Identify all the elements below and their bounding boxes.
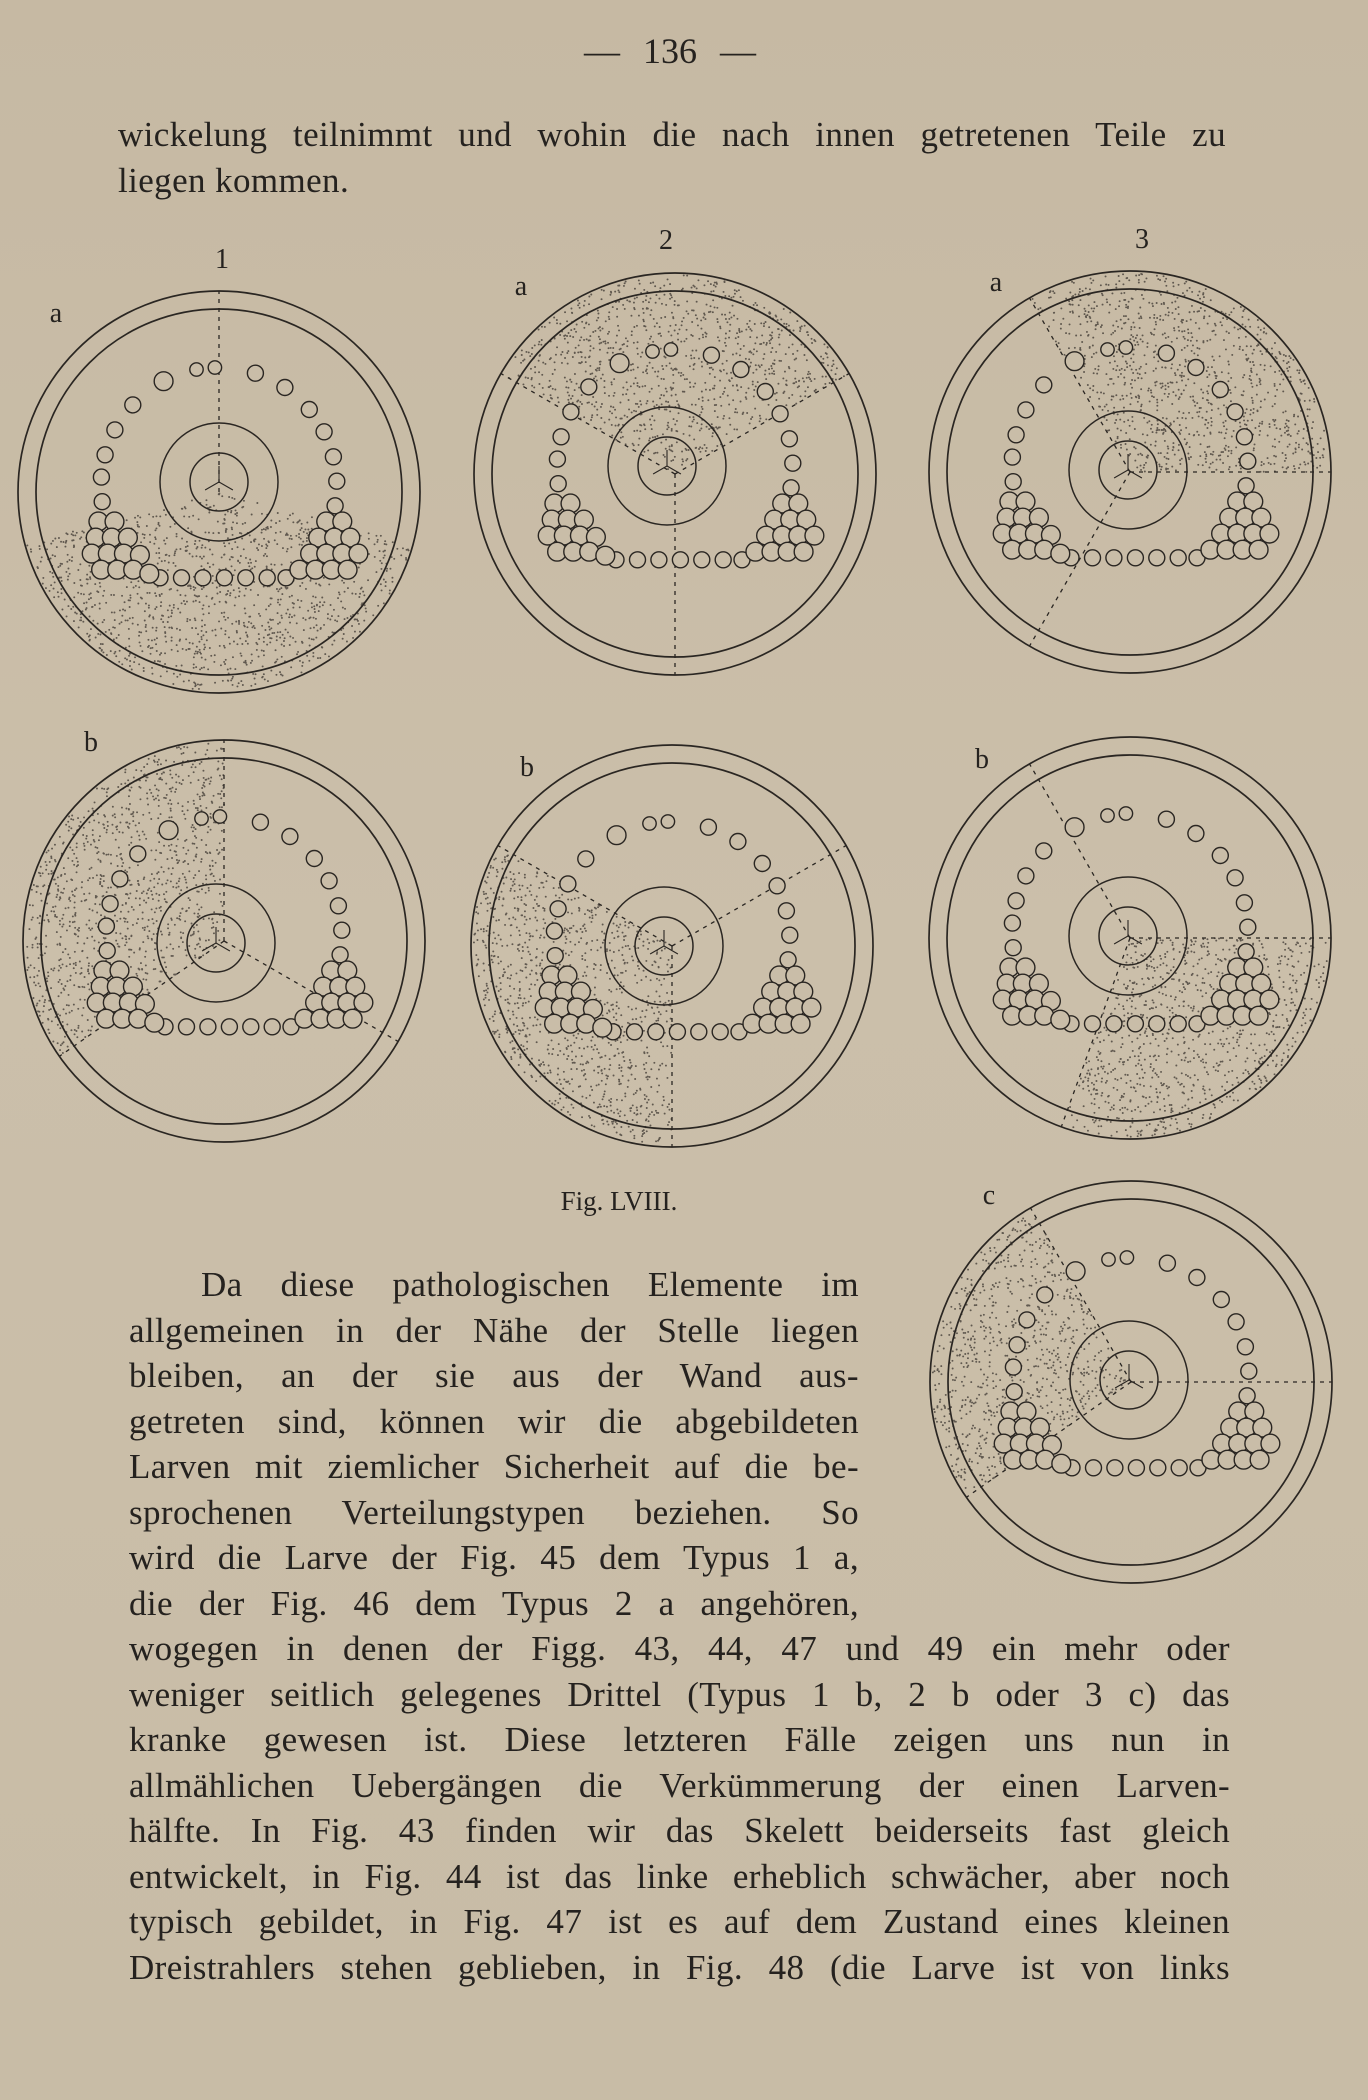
mesenchyme-cell bbox=[754, 856, 770, 872]
mesenchyme-cell bbox=[578, 851, 594, 867]
mesenchyme-cell bbox=[154, 372, 173, 391]
mesenchyme-cell bbox=[1237, 1339, 1253, 1355]
mesenchyme-cell bbox=[610, 354, 629, 373]
mesenchyme-cell bbox=[757, 384, 773, 400]
text-line: getreten sind, können wir die abgebildeten bbox=[129, 1401, 859, 1441]
mesenchyme-cell bbox=[325, 449, 341, 465]
mesenchyme-cell bbox=[791, 1014, 810, 1033]
mesenchyme-cell bbox=[1051, 544, 1070, 563]
mesenchyme-cell bbox=[1051, 1010, 1070, 1029]
mesenchyme-cell bbox=[1212, 848, 1228, 864]
mesenchyme-cell bbox=[805, 526, 824, 545]
panel-label-2a: a bbox=[514, 271, 528, 302]
mesenchyme-cell bbox=[712, 1024, 728, 1040]
mesenchyme-cell bbox=[1188, 360, 1204, 376]
mesenchyme-cell bbox=[691, 1024, 707, 1040]
mesenchyme-cell bbox=[1018, 868, 1034, 884]
text-line: wogegen in denen der Figg. 43, 44, 47 und 49 ein mehr oder bbox=[129, 1629, 1230, 1668]
mesenchyme-cell bbox=[1101, 809, 1114, 822]
mesenchyme-cell bbox=[1241, 1363, 1257, 1379]
mesenchyme-cell bbox=[700, 819, 716, 835]
mesenchyme-cell bbox=[1227, 870, 1243, 886]
mesenchyme-cell bbox=[1236, 429, 1252, 445]
mesenchyme-cell bbox=[607, 826, 626, 845]
mesenchyme-cell bbox=[593, 1018, 612, 1037]
text-line: die der Fig. 46 dem Typus 2 a angehören, bbox=[129, 1583, 859, 1623]
mesenchyme-cell bbox=[563, 404, 579, 420]
mesenchyme-cell bbox=[1004, 915, 1020, 931]
mesenchyme-cell bbox=[1236, 895, 1252, 911]
mesenchyme-cell bbox=[306, 851, 322, 867]
mesenchyme-cell bbox=[549, 451, 565, 467]
mesenchyme-cell bbox=[1005, 940, 1021, 956]
mesenchyme-cell bbox=[349, 544, 368, 563]
mesenchyme-cell bbox=[159, 821, 178, 840]
text-line: liegen kommen. bbox=[118, 160, 350, 200]
mesenchyme-cell bbox=[102, 896, 118, 912]
text-line: kranke gewesen ist. Diese letzteren Fälle zeigen uns nun in bbox=[129, 1720, 1230, 1759]
triradiate-mark bbox=[216, 943, 230, 951]
mesenchyme-cell bbox=[769, 878, 785, 894]
mesenchyme-cell bbox=[1106, 1016, 1122, 1032]
mesenchyme-cell bbox=[93, 469, 109, 485]
mesenchyme-cell bbox=[1260, 990, 1279, 1009]
mesenchyme-cell bbox=[802, 998, 821, 1017]
figure-caption: Fig. LVIII. bbox=[560, 1186, 678, 1216]
mesenchyme-cell bbox=[648, 1024, 664, 1040]
mesenchyme-cell bbox=[327, 498, 343, 514]
mesenchyme-cell bbox=[216, 570, 232, 586]
mesenchyme-cell bbox=[1249, 540, 1268, 559]
mesenchyme-cell bbox=[547, 948, 563, 964]
triradiate-mark bbox=[664, 946, 678, 954]
mesenchyme-cell bbox=[264, 1019, 280, 1035]
text-line: weniger seitlich gelegenes Drittel (Typus 1 b, 2 b oder 3 c) das bbox=[129, 1674, 1230, 1714]
mesenchyme-cell bbox=[781, 431, 797, 447]
text-line: sprochenen Verteilungstypen beziehen. So bbox=[129, 1492, 859, 1532]
triradiate-mark bbox=[219, 482, 233, 490]
triradiate-mark bbox=[205, 482, 219, 490]
figure-panel-3a bbox=[929, 271, 1331, 673]
mesenchyme-cell bbox=[546, 923, 562, 939]
mesenchyme-cell bbox=[112, 871, 128, 887]
triradiate-mark bbox=[202, 943, 216, 951]
text-line: wird die Larve der Fig. 45 dem Typus 1 a, bbox=[129, 1538, 859, 1577]
mesenchyme-cell bbox=[195, 570, 211, 586]
mesenchyme-cell bbox=[1228, 1314, 1244, 1330]
mesenchyme-cell bbox=[1127, 550, 1143, 566]
mesenchyme-cell bbox=[1036, 843, 1052, 859]
panel-label-1a: a bbox=[49, 298, 63, 329]
triradiate-mark bbox=[1114, 936, 1128, 944]
triradiate-mark bbox=[1128, 936, 1142, 944]
mesenchyme-cell bbox=[1238, 478, 1254, 494]
mesenchyme-cell bbox=[330, 898, 346, 914]
mesenchyme-cell bbox=[332, 947, 348, 963]
mesenchyme-cell bbox=[643, 817, 656, 830]
mesenchyme-cell bbox=[334, 922, 350, 938]
mesenchyme-cell bbox=[243, 1019, 259, 1035]
mesenchyme-cell bbox=[301, 402, 317, 418]
mesenchyme-cell bbox=[560, 876, 576, 892]
mesenchyme-cell bbox=[259, 570, 275, 586]
mesenchyme-cell bbox=[772, 406, 788, 422]
continuation-text bbox=[118, 112, 1226, 203]
paragraph bbox=[129, 1262, 1230, 1990]
mesenchyme-cell bbox=[125, 397, 141, 413]
mesenchyme-cell bbox=[174, 570, 190, 586]
mesenchyme-cell bbox=[1158, 811, 1174, 827]
column-label-2: 2 bbox=[659, 225, 673, 256]
mesenchyme-cell bbox=[1188, 826, 1204, 842]
mesenchyme-cell bbox=[669, 1024, 685, 1040]
text-line: entwickelt, in Fig. 44 ist das linke erheblich schwächer, aber noch bbox=[129, 1856, 1230, 1896]
mesenchyme-cell bbox=[343, 1009, 362, 1028]
mesenchyme-cell bbox=[672, 552, 688, 568]
mesenchyme-cell bbox=[277, 380, 293, 396]
triradiate-mark bbox=[653, 466, 667, 474]
mesenchyme-cell bbox=[1036, 377, 1052, 393]
text-line: bleiben, an der sie aus der Wand aus- bbox=[129, 1356, 859, 1395]
mesenchyme-cell bbox=[1260, 524, 1279, 543]
mesenchyme-cell bbox=[1005, 474, 1021, 490]
mesenchyme-cell bbox=[646, 345, 659, 358]
mesenchyme-cell bbox=[1240, 453, 1256, 469]
text-line: hälfte. In Fig. 43 finden wir das Skelett beiderseits fast gleich bbox=[129, 1811, 1230, 1850]
panel-label-3b: b bbox=[975, 744, 989, 775]
mesenchyme-cell bbox=[1227, 404, 1243, 420]
mesenchyme-cell bbox=[780, 952, 796, 968]
text-line: allgemeinen in der Nähe der Stelle liegen bbox=[129, 1310, 859, 1350]
mesenchyme-cell bbox=[316, 424, 332, 440]
mesenchyme-cell bbox=[107, 422, 123, 438]
mesenchyme-cell bbox=[1127, 1016, 1143, 1032]
mesenchyme-cell bbox=[651, 552, 667, 568]
mesenchyme-cell bbox=[208, 361, 221, 374]
figure-panel-2a bbox=[474, 273, 876, 675]
figure-panel-1a bbox=[18, 291, 420, 693]
mesenchyme-cell bbox=[99, 943, 115, 959]
panel-label-3a: a bbox=[989, 267, 1003, 298]
column-label-3: 3 bbox=[1135, 224, 1149, 255]
mesenchyme-cell bbox=[94, 494, 110, 510]
figure-panel-2b bbox=[471, 745, 873, 1147]
mesenchyme-cell bbox=[778, 903, 794, 919]
text-line: wickelung teilnimmt und wohin die nach innen getretenen Teile zu bbox=[118, 115, 1226, 154]
mesenchyme-cell bbox=[195, 812, 208, 825]
mesenchyme-cell bbox=[783, 480, 799, 496]
mesenchyme-cell bbox=[785, 455, 801, 471]
mesenchyme-cell bbox=[1085, 550, 1101, 566]
mesenchyme-cell bbox=[329, 473, 345, 489]
mesenchyme-cell bbox=[1170, 550, 1186, 566]
triradiate-mark bbox=[1114, 470, 1128, 478]
mesenchyme-cell bbox=[661, 815, 674, 828]
mesenchyme-cell bbox=[252, 814, 268, 830]
mesenchyme-cell bbox=[213, 810, 226, 823]
mesenchyme-cell bbox=[1119, 807, 1132, 820]
mesenchyme-cell bbox=[782, 927, 798, 943]
mesenchyme-cell bbox=[703, 347, 719, 363]
text-line: allmählichen Uebergängen die Verkümmerung der einen Larven- bbox=[129, 1765, 1230, 1805]
mesenchyme-cell bbox=[1004, 449, 1020, 465]
mesenchyme-cell bbox=[733, 362, 749, 378]
mesenchyme-cell bbox=[1158, 345, 1174, 361]
mesenchyme-cell bbox=[1239, 1388, 1255, 1404]
mesenchyme-cell bbox=[145, 1013, 164, 1032]
mesenchyme-cell bbox=[794, 542, 813, 561]
mesenchyme-cell bbox=[715, 552, 731, 568]
mesenchyme-cell bbox=[1106, 550, 1122, 566]
column-label-1: 1 bbox=[215, 244, 229, 275]
mesenchyme-cell bbox=[130, 846, 146, 862]
page-number: — 136 — bbox=[584, 31, 756, 71]
mesenchyme-cell bbox=[338, 560, 357, 579]
mesenchyme-cell bbox=[1238, 944, 1254, 960]
mesenchyme-cell bbox=[1261, 1434, 1280, 1453]
mesenchyme-cell bbox=[1250, 1450, 1269, 1469]
mesenchyme-cell bbox=[321, 873, 337, 889]
panel-label-c: c bbox=[982, 1180, 996, 1211]
mesenchyme-cell bbox=[694, 552, 710, 568]
mesenchyme-cell bbox=[596, 546, 615, 565]
mesenchyme-cell bbox=[179, 1019, 195, 1035]
mesenchyme-cell bbox=[1149, 1016, 1165, 1032]
mesenchyme-cell bbox=[1149, 550, 1165, 566]
mesenchyme-cell bbox=[1018, 402, 1034, 418]
mesenchyme-cell bbox=[282, 829, 298, 845]
mesenchyme-cell bbox=[97, 447, 113, 463]
mesenchyme-cell bbox=[200, 1019, 216, 1035]
text-line: Larven mit ziemlicher Sicherheit auf die be- bbox=[129, 1447, 859, 1486]
figure-panel-1b bbox=[23, 740, 425, 1142]
panel-label-1b: b bbox=[84, 727, 98, 758]
figure-panel-3b bbox=[929, 737, 1331, 1139]
mesenchyme-cell bbox=[1008, 427, 1024, 443]
mesenchyme-cell bbox=[221, 1019, 237, 1035]
mesenchyme-cell bbox=[1065, 352, 1084, 371]
mesenchyme-cell bbox=[630, 552, 646, 568]
mesenchyme-cell bbox=[1119, 341, 1132, 354]
mesenchyme-cell bbox=[664, 343, 677, 356]
mesenchyme-cell bbox=[1170, 1016, 1186, 1032]
mesenchyme-cell bbox=[140, 564, 159, 583]
mesenchyme-cell bbox=[1008, 893, 1024, 909]
mesenchyme-cell bbox=[550, 901, 566, 917]
mesenchyme-cell bbox=[1212, 382, 1228, 398]
mesenchyme-cell bbox=[354, 993, 373, 1012]
text-line: Dreistrahlers stehen geblieben, in Fig. 48 (die Larve ist von links bbox=[129, 1947, 1230, 1987]
mesenchyme-cell bbox=[238, 570, 254, 586]
mesenchyme-cell bbox=[550, 476, 566, 492]
mesenchyme-cell bbox=[1085, 1016, 1101, 1032]
triradiate-mark bbox=[1128, 470, 1142, 478]
mesenchyme-cell bbox=[627, 1024, 643, 1040]
mesenchyme-cell bbox=[247, 365, 263, 381]
text-line: Da diese pathologischen Elemente im bbox=[201, 1265, 859, 1304]
mesenchyme-cell bbox=[1240, 919, 1256, 935]
mesenchyme-cell bbox=[1065, 818, 1084, 837]
mesenchyme-cell bbox=[581, 379, 597, 395]
mesenchyme-cell bbox=[190, 363, 203, 376]
panel-label-2b: b bbox=[520, 752, 534, 783]
mesenchyme-cell bbox=[553, 429, 569, 445]
text-line: typisch gebildet, in Fig. 47 ist es auf dem Zustand eines kleinen bbox=[129, 1902, 1230, 1941]
mesenchyme-cell bbox=[730, 834, 746, 850]
mesenchyme-cell bbox=[1249, 1006, 1268, 1025]
mesenchyme-cell bbox=[98, 918, 114, 934]
mesenchyme-cell bbox=[1101, 343, 1114, 356]
